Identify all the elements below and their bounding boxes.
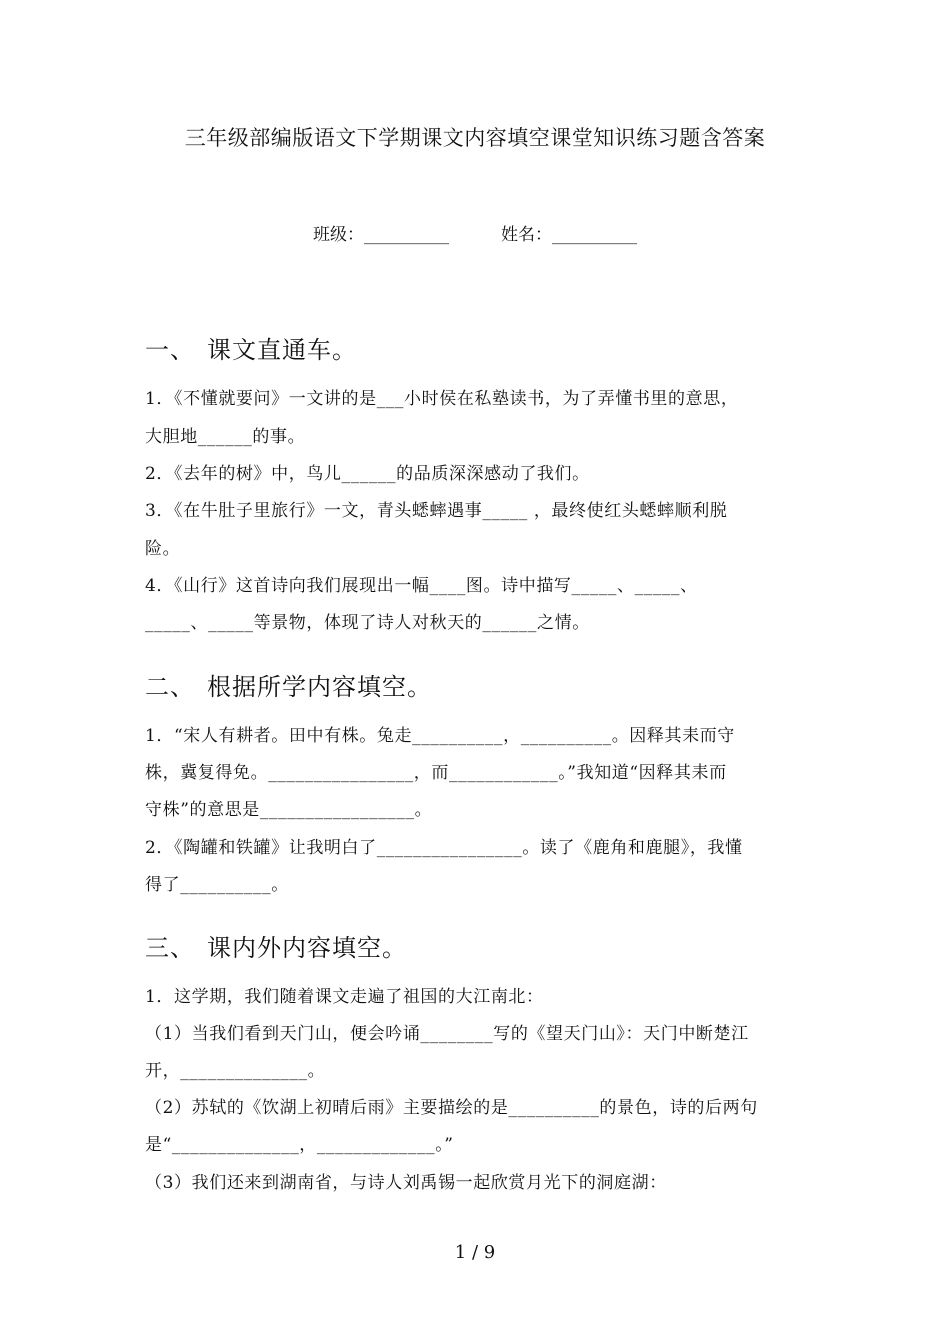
question-line: 3．《在牛肚子里旅行》一文，青头蟋蟀遇事_____ ，最终使红头蟋蟀顺利脱: [145, 501, 728, 521]
question-line: 险。: [145, 539, 181, 559]
question-line: （1）当我们看到天门山，便会吟诵________写的《望天门山》：天门中断楚江: [145, 1024, 749, 1044]
section-number: 二、: [145, 673, 195, 701]
section-heading-text: 根据所学内容填空。: [207, 673, 432, 701]
question-line: 守株”的意思是_________________。: [145, 800, 433, 820]
question-line: 开，______________。: [145, 1061, 326, 1081]
question-line: 2．《陶罐和铁罐》让我明白了________________。读了《鹿角和鹿腿》，我懂: [145, 838, 743, 858]
question-line: 株，冀复得免。________________，而____________。”我知道“因释其耒而: [145, 763, 727, 783]
question-line: _____、_____等景物，体现了诗人对秋天的______之情。: [145, 613, 590, 633]
section-number: 一、: [145, 336, 195, 364]
document-title: 三年级部编版语文下学期课文内容填空课堂知识练习题含答案: [184, 126, 766, 150]
question-line: 1．“宋人有耕者。田中有株。兔走__________，__________。因释其耒而守: [145, 726, 735, 746]
section-heading-3: [145, 928, 407, 963]
student-info-fields: [0, 220, 950, 245]
section-heading-text: 课文直通车。: [207, 336, 357, 364]
section-heading-text: 课内外内容填空。: [207, 934, 407, 962]
page-number: 1 / 9: [454, 1242, 496, 1263]
question-line: 1．《不懂就要问》一文讲的是___小时侯在私塾读书，为了弄懂书里的意思，: [145, 389, 739, 409]
name-field[interactable]: 姓名：__________: [501, 225, 637, 245]
class-field[interactable]: 班级：__________: [313, 225, 449, 245]
section-heading-2: [145, 667, 432, 702]
question-line: 1．这学期，我们随着课文走遍了祖国的大江南北：: [145, 987, 544, 1007]
section-heading-1: [145, 330, 357, 365]
question-line: 大胆地______的事。: [145, 427, 306, 447]
question-line: （3）我们还来到湖南省，与诗人刘禹锡一起欣赏月光下的洞庭湖：: [145, 1173, 667, 1193]
question-line: 是“______________，_____________。”: [145, 1135, 454, 1155]
question-line: 2．《去年的树》中，鸟儿______的品质深深感动了我们。: [145, 464, 590, 484]
question-line: 4．《山行》这首诗向我们展现出一幅____图。诗中描写_____、_____、: [145, 576, 698, 596]
section-number: 三、: [145, 934, 195, 962]
question-line: 得了__________。: [145, 875, 289, 895]
question-line: （2）苏轼的《饮湖上初晴后雨》主要描绘的是__________的景色，诗的后两句: [145, 1098, 758, 1118]
